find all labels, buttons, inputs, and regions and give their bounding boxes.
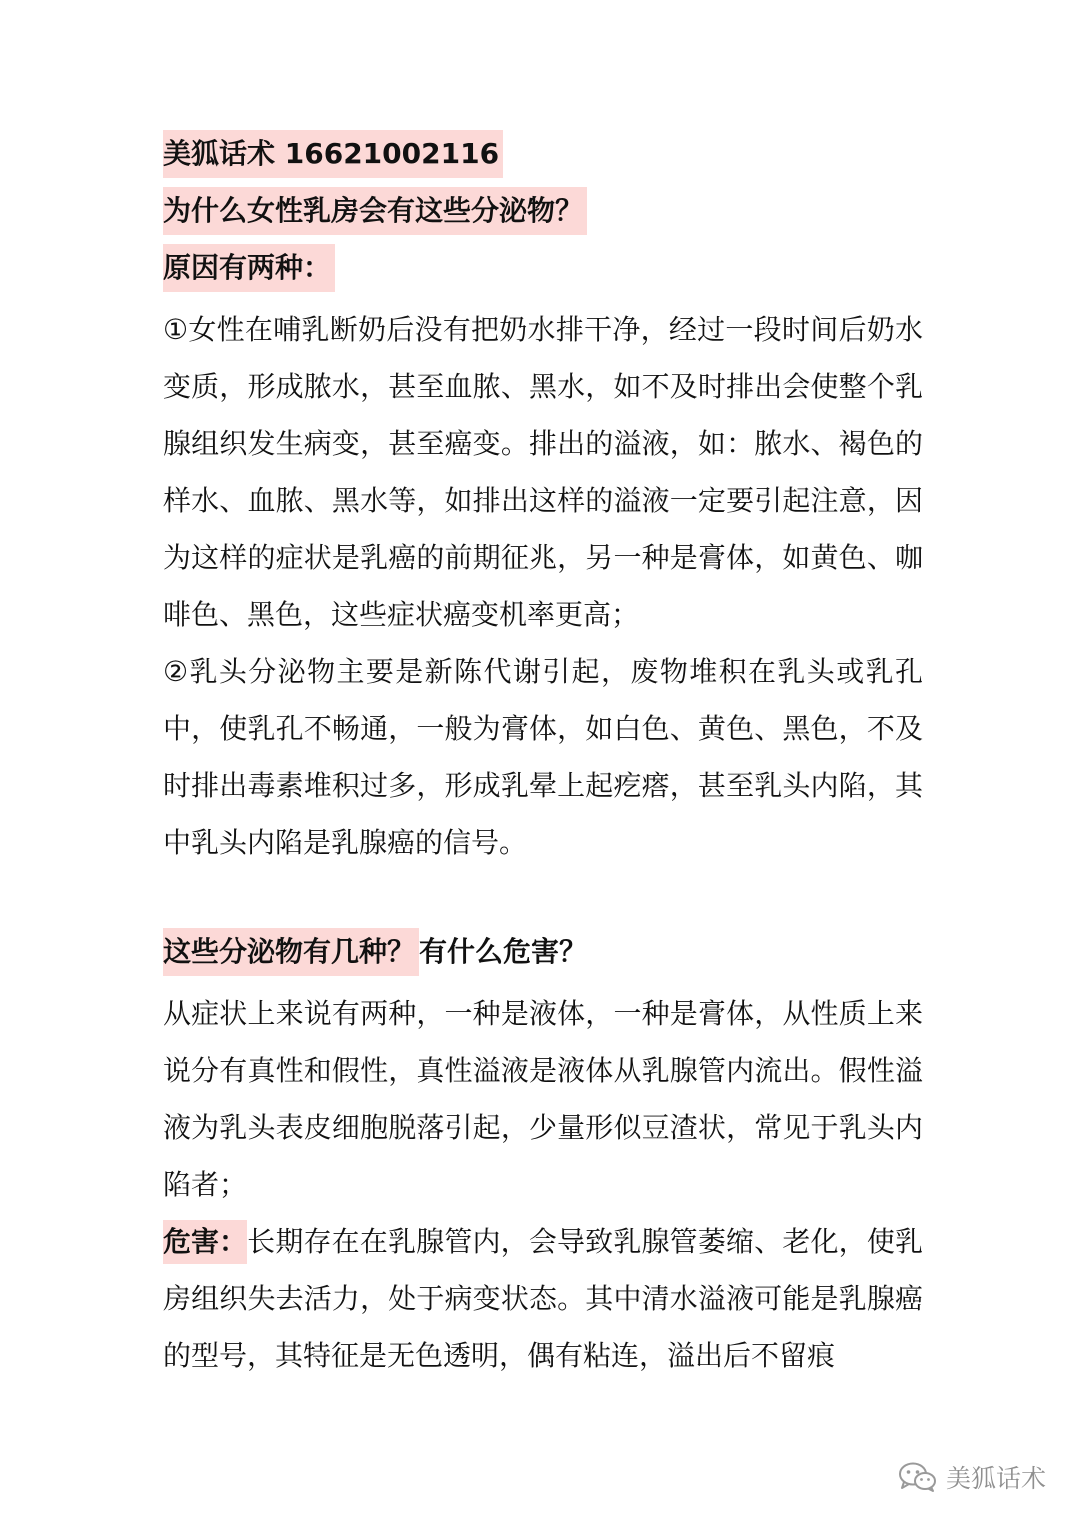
section-spacer xyxy=(163,871,923,928)
harm-question-text: 有什么危害？ xyxy=(419,935,588,968)
types-question-highlight: 这些分泌物有几种？ xyxy=(163,928,419,976)
brand-contact-heading: 美狐话术 16621002116 xyxy=(163,130,503,178)
watermark-text: 美狐话术 xyxy=(945,1464,1046,1493)
harm-label: 危害： xyxy=(163,1220,247,1264)
article-body xyxy=(163,130,923,1384)
reason-paragraph-1: ①女性在哺乳断奶后没有把奶水排干净，经过一段时间后奶水变质，形成脓水，甚至血脓、黑水，如不及时排出会使整个乳腺组织发生病变，甚至癌变。排出的溢液，如：脓水、褐色的样水、血脓、黑水等，如排出这样的溢液一定要引起注意，因为这样的症状是乳癌的前期征兆，另一种是膏体，如黄色、咖啡色、黑色，这些症状癌变机率更高； xyxy=(163,313,923,631)
reason-paragraph-2: ②乳头分泌物主要是新陈代谢引起，废物堆积在乳头或乳孔中，使乳孔不畅通，一般为膏体，如白色、黄色、黑色，不及时排出毒素堆积过多，形成乳晕上起疙瘩，甚至乳头内陷，其中乳头内陷是乳腺癌的信号。 xyxy=(163,655,923,859)
reasons-title-row xyxy=(163,244,923,301)
types-paragraph: 从症状上来说有两种，一种是液体，一种是膏体，从性质上来说分有真性和假性，真性溢液是液体从乳腺管内流出。假性溢液为乳头表皮细胞脱落引起，少量形似豆渣状，常见于乳头内陷者； xyxy=(163,997,923,1201)
question-heading: 为什么女性乳房会有这些分泌物？ xyxy=(163,187,587,235)
harm-paragraph xyxy=(163,1213,923,1384)
wechat-icon xyxy=(898,1461,938,1493)
watermark xyxy=(898,1459,1046,1495)
reasons-heading: 原因有两种： xyxy=(163,244,335,292)
question2-row xyxy=(163,928,923,985)
harm-text: 长期存在在乳腺管内，会导致乳腺管萎缩、老化，使乳房组织失去活力，处于病变状态。其中清水溢液可能是乳腺癌的型号，其特征是无色透明，偶有粘连，溢出后不留痕 xyxy=(163,1225,923,1372)
question1-row xyxy=(163,187,923,244)
brand-line-row xyxy=(163,130,923,187)
